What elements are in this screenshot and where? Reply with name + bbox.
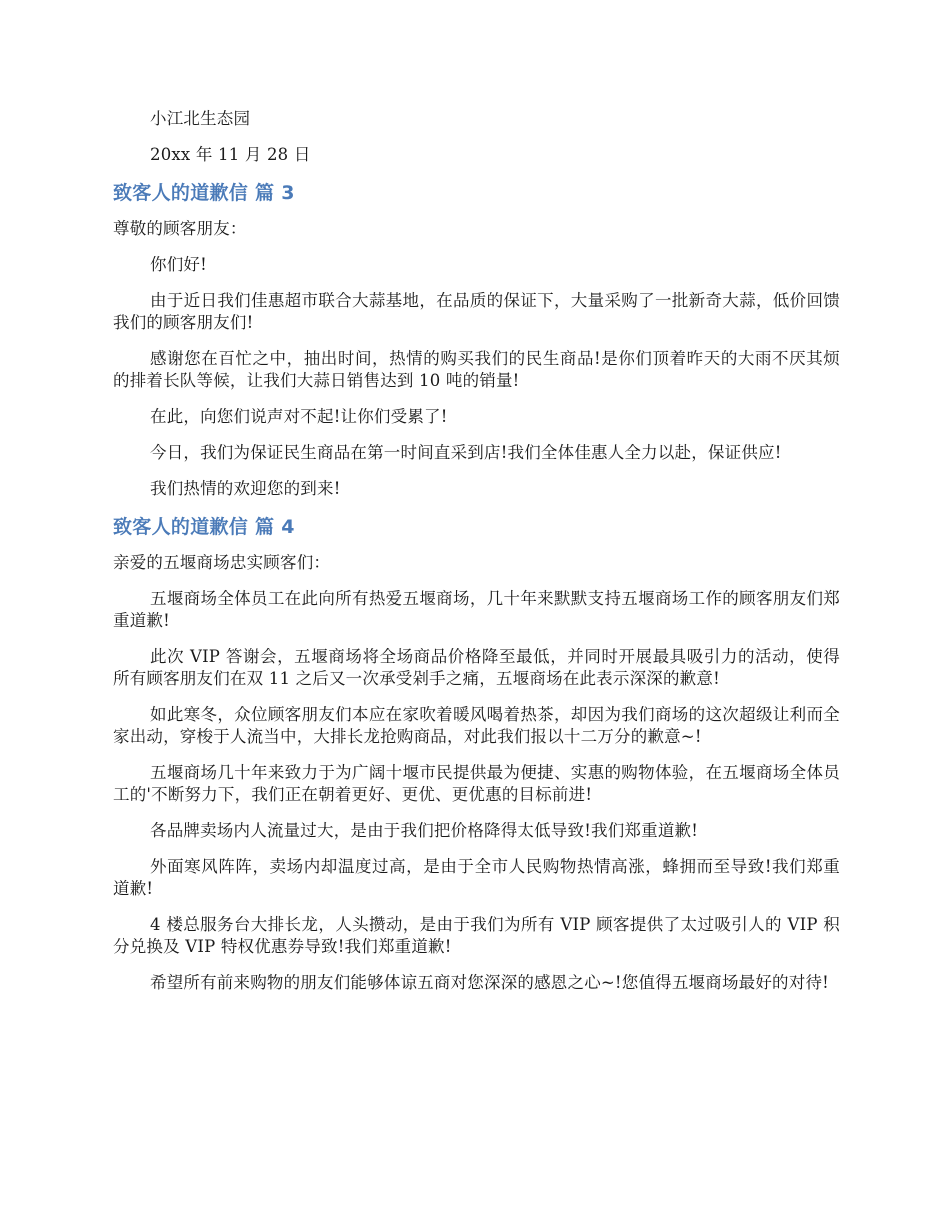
paragraph: 外面寒风阵阵，卖场内却温度过高，是由于全市人民购物热情高涨，蜂拥而至导致!我们郑重道歉!	[113, 857, 840, 898]
paragraph: 感谢您在百忙之中，抽出时间，热情的购买我们的民生商品!是你们顶着昨天的大雨不厌其烦的排着长队等候，让我们大蒜日销售达到 10 吨的销量!	[113, 349, 840, 390]
paragraph: 你们好!	[150, 255, 207, 274]
paragraph: 五堰商场全体员工在此向所有热爱五堰商场，几十年来默默支持五堰商场工作的顾客朋友们郑重道歉!	[113, 589, 840, 630]
paragraph: 此次 VIP 答谢会，五堰商场将全场商品价格降至最低，并同时开展最具吸引力的活动，使得所有顾客朋友们在双 11 之后又一次承受剁手之痛，五堰商场在此表示深深的歉意!	[113, 647, 840, 688]
paragraph: 希望所有前来购物的朋友们能够体谅五商对您深深的感恩之心~!您值得五堰商场最好的对待!	[150, 973, 829, 992]
section-4-heading: 致客人的道歉信 篇 4	[113, 516, 295, 538]
paragraph: 今日，我们为保证民生商品在第一时间直采到店!我们全体佳惠人全力以赴，保证供应!	[150, 443, 782, 462]
section-3-heading: 致客人的道歉信 篇 3	[113, 182, 295, 204]
paragraph: 由于近日我们佳惠超市联合大蒜基地，在品质的保证下，大量采购了一批新奇大蒜，低价回馈我们的顾客朋友们!	[113, 291, 840, 332]
paragraph: 五堰商场几十年来致力于为广阔十堰市民提供最为便捷、实惠的购物体验，在五堰商场全体员工的'不断努力下，我们正在朝着更好、更优、更优惠的目标前进!	[113, 763, 840, 804]
paragraph: 在此，向您们说声对不起!让你们受累了!	[150, 407, 448, 426]
paragraph: 4 楼总服务台大排长龙，人头攒动，是由于我们为所有 VIP 顾客提供了太过吸引人的 VIP 积分兑换及 VIP 特权优惠券导致!我们郑重道歉!	[113, 915, 840, 956]
closing-org: 小江北生态园	[150, 109, 251, 128]
paragraph: 各品牌卖场内人流量过大，是由于我们把价格降得太低导致!我们郑重道歉!	[150, 821, 699, 840]
paragraph: 如此寒冬，众位顾客朋友们本应在家吹着暖风喝着热茶，却因为我们商场的这次超级让利而全家出动，穿梭于人流当中，大排长龙抢购商品，对此我们报以十二万分的歉意~!	[113, 705, 840, 746]
document-page	[113, 108, 840, 1008]
section-3-salutation: 尊敬的顾客朋友：	[113, 219, 247, 238]
paragraph: 我们热情的欢迎您的到来!	[150, 479, 341, 498]
section-4-salutation: 亲爱的五堰商场忠实顾客们：	[113, 553, 331, 572]
closing-date: 20xx 年 11 月 28 日	[150, 145, 311, 164]
